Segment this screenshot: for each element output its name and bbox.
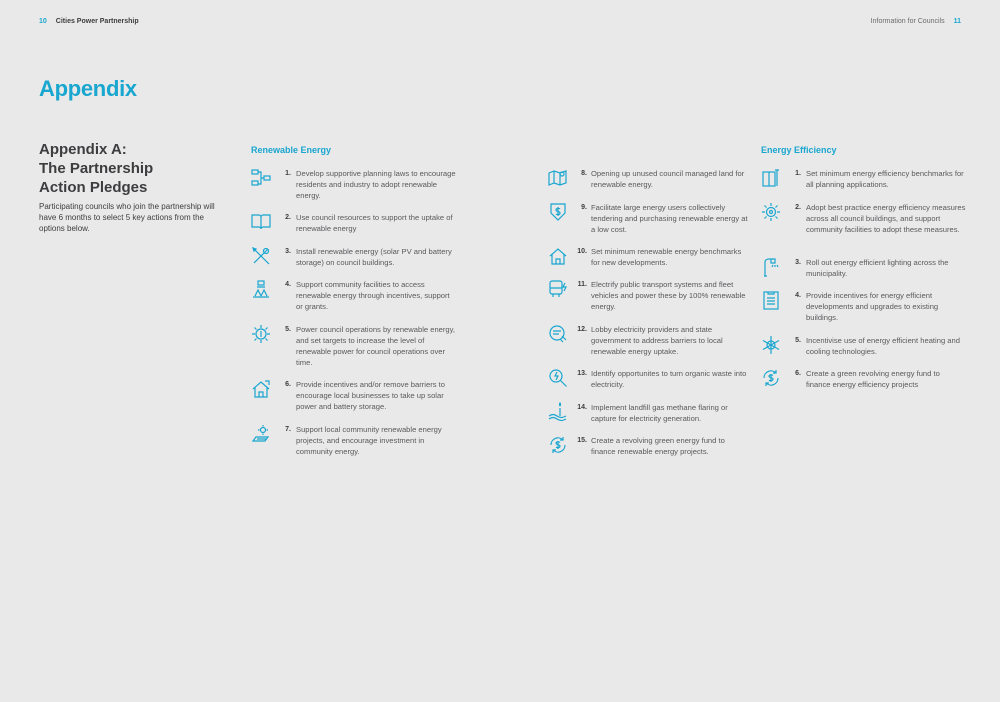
planning-flow-icon: [251, 168, 271, 188]
action-number: 4.: [795, 292, 801, 299]
action-item: [251, 168, 456, 201]
action-number: 5.: [795, 337, 801, 344]
action-number: 2.: [285, 214, 291, 221]
heat-cool-icon: [761, 335, 781, 355]
book-icon: [251, 212, 271, 232]
action-item: [251, 246, 456, 268]
lobby-chat-icon: [548, 324, 568, 344]
map-pin-icon: [548, 168, 568, 188]
action-text: Opening up unused council managed land for renewable energy.: [591, 169, 745, 189]
action-number: 9.: [581, 204, 587, 211]
action-number: 6.: [285, 381, 291, 388]
action-text: Create a revolving green energy fund to finance renewable energy projects.: [591, 436, 725, 456]
electric-bus-icon: [548, 279, 568, 299]
action-text: Adopt best practice energy efficiency measures across all council buildings, and support community facilities to adopt these measures.: [806, 203, 966, 234]
page-title: Appendix: [39, 76, 137, 101]
action-text: Roll out energy efficient lighting across the municipality.: [806, 258, 949, 278]
subtitle-line: The Partnership: [39, 160, 154, 177]
action-number: 3.: [795, 259, 801, 266]
intro-paragraph: Participating councils who join the partnership will have 6 months to select 5 key actions from the options below.: [39, 202, 215, 233]
section-info: Information for Councils: [870, 18, 945, 25]
action-number: 4.: [285, 281, 291, 288]
action-text: Facilitate large energy users collectively tendering and purchasing renewable energy at a low cost.: [591, 203, 748, 234]
action-item: [548, 435, 751, 457]
action-text: Electrify public transport systems and fleet vehicles and power these by 100% renewable energy.: [591, 280, 746, 311]
street-light-icon: [761, 257, 781, 277]
search-energy-icon: [548, 368, 568, 388]
action-item: [548, 279, 751, 312]
subtitle-line: Action Pledges: [39, 179, 148, 196]
action-item: [548, 324, 751, 357]
energy-efficiency-heading: Energy Efficiency: [761, 145, 837, 155]
action-item: [251, 279, 456, 312]
revolving-fund-icon: [548, 435, 568, 455]
building-benchmark-icon: [761, 168, 781, 188]
subtitle-line: Appendix A:: [39, 141, 127, 158]
action-item: [761, 257, 966, 279]
action-number: 6.: [795, 370, 801, 377]
landfill-flare-icon: [548, 402, 568, 422]
left-page-number: 10: [39, 18, 47, 25]
action-item: [548, 168, 751, 190]
action-number: 3.: [285, 248, 291, 255]
action-text: Power council operations by renewable energy, and set targets to increase the level of renewable power for council operations over time.: [296, 325, 455, 367]
revolving-fund-icon: [761, 368, 781, 388]
action-number: 15.: [577, 437, 587, 444]
action-number: 8.: [581, 170, 587, 177]
community-icon: [251, 279, 271, 299]
action-number: 14.: [577, 404, 587, 411]
action-text: Set minimum renewable energy benchmarks for new developments.: [591, 247, 742, 267]
action-text: Install renewable energy (solar PV and battery storage) on council buildings.: [296, 247, 452, 267]
action-item: [761, 335, 966, 357]
action-item: [761, 168, 966, 190]
action-item: [761, 368, 966, 390]
action-text: Lobby electricity providers and state government to address barriers to local renewable energy uptake.: [591, 325, 723, 356]
action-item: [761, 202, 966, 235]
renewable-energy-heading: Renewable Energy: [251, 145, 332, 155]
page-header-left: [39, 18, 139, 25]
action-number: 12.: [577, 326, 587, 333]
action-number: 7.: [285, 426, 291, 433]
action-text: Implement landfill gas methane flaring or capture for electricity generation.: [591, 403, 728, 423]
sun-solar-panel-icon: [251, 424, 271, 444]
action-number: 2.: [795, 204, 801, 211]
sun-gear-icon: [761, 202, 781, 222]
action-item: [548, 202, 751, 235]
action-item: [251, 379, 456, 412]
checklist-icon: [761, 290, 781, 310]
action-item: [251, 212, 456, 234]
page-header-right: [871, 18, 961, 25]
action-text: Create a green revolving energy fund to finance energy efficiency projects: [806, 369, 940, 389]
action-number: 11.: [577, 281, 587, 288]
action-item: [548, 246, 751, 268]
action-text: Set minimum energy efficiency benchmarks for all planning applications.: [806, 169, 964, 189]
sun-dollar-icon: [251, 324, 271, 344]
tools-icon: [251, 246, 271, 266]
action-number: 1.: [795, 170, 801, 177]
action-item: [251, 324, 456, 368]
house-incentive-icon: [251, 379, 271, 399]
action-item: [251, 424, 456, 457]
action-text: Use council resources to support the uptake of renewable energy: [296, 213, 453, 233]
house-benchmark-icon: [548, 246, 568, 266]
action-item: [761, 290, 966, 323]
appendix-subtitle: [39, 140, 229, 197]
action-text: Identify opportunites to turn organic waste into electricity.: [591, 369, 747, 389]
action-text: Develop supportive planning laws to encourage residents and industry to adopt renewable energy.: [296, 169, 456, 200]
action-number: 10.: [577, 248, 587, 255]
dollar-shield-icon: [548, 202, 568, 222]
action-text: Support local community renewable energy projects, and encourage investment in community energy.: [296, 425, 442, 456]
right-page-number: 11: [953, 18, 961, 25]
action-text: Support community facilities to access renewable energy through incentives, support or grants.: [296, 280, 450, 311]
action-number: 13.: [577, 370, 587, 377]
action-item: [548, 402, 751, 424]
action-number: 1.: [285, 170, 291, 177]
action-number: 5.: [285, 326, 291, 333]
publication-name: Cities Power Partnership: [55, 18, 139, 25]
action-text: Provide incentives for energy efficient developments and upgrades to existing buildings.: [806, 291, 939, 322]
action-item: [548, 368, 751, 390]
action-text: Provide incentives and/or remove barriers to encourage local businesses to take up solar power and battery storage.: [296, 380, 445, 411]
action-text: Incentivise use of energy efficient heating and cooling technologies.: [806, 336, 960, 356]
